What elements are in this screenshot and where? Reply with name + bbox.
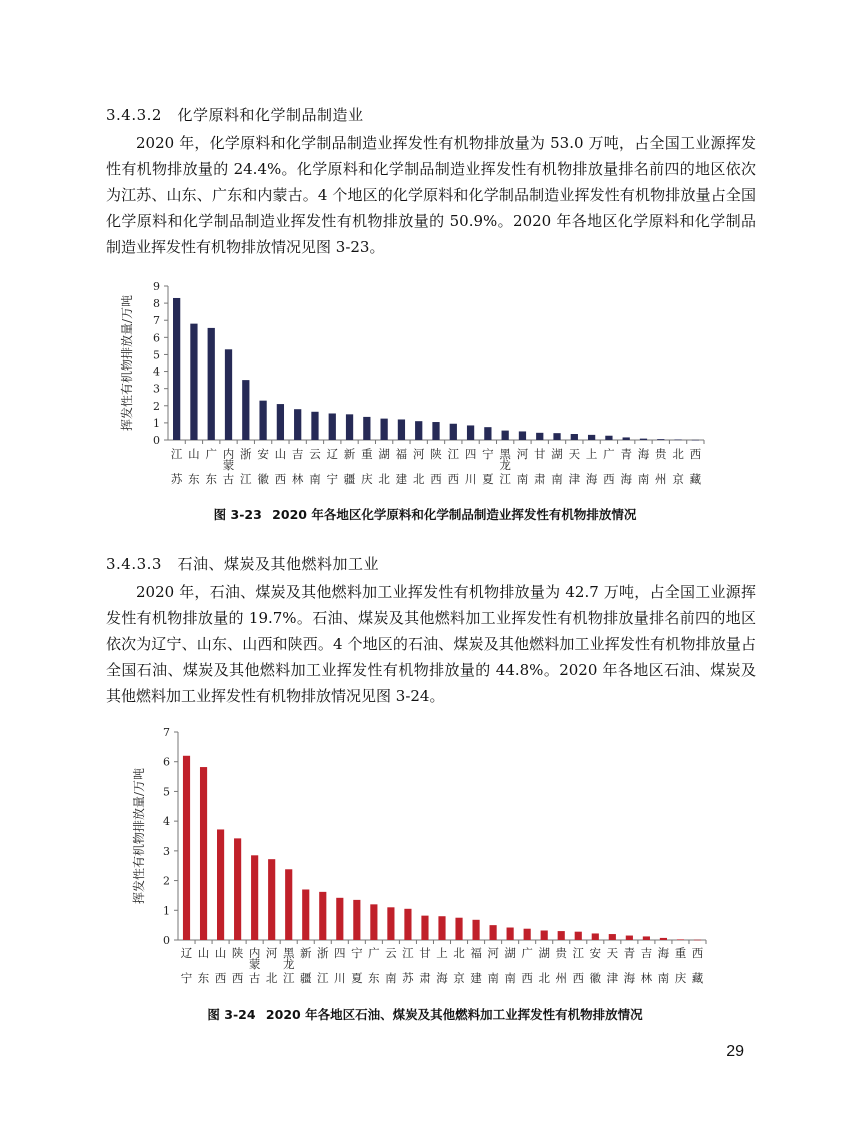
x-tick-label: 辽宁 <box>326 447 339 486</box>
x-tick-label: 新疆 <box>299 946 312 985</box>
x-tick-label: 四川 <box>334 946 346 985</box>
x-tick-label: 江苏 <box>402 946 414 985</box>
x-tick-label: 青海 <box>620 447 632 486</box>
bar-浙江 <box>319 892 326 940</box>
figure-number: 图 3-24 <box>207 1007 256 1022</box>
x-tick-label: 重庆 <box>361 447 373 486</box>
x-tick-label: 宁夏 <box>351 946 363 985</box>
y-tick-label: 7 <box>163 726 170 739</box>
x-tick-label: 河南 <box>487 946 499 985</box>
bar-安徽 <box>259 401 266 440</box>
bar-四川 <box>336 898 343 940</box>
x-tick-label: 青海 <box>623 946 636 985</box>
bar-浙江 <box>242 380 249 440</box>
x-tick-label: 西藏 <box>689 447 702 486</box>
y-tick-label: 2 <box>163 874 170 888</box>
y-tick-label: 6 <box>163 755 170 769</box>
y-tick-label: 0 <box>163 934 170 947</box>
bar-上海 <box>588 435 595 440</box>
bar-陕西 <box>432 422 439 440</box>
x-tick-label: 北京 <box>453 946 465 985</box>
x-tick-label: 天津 <box>606 946 619 985</box>
bar-河南 <box>490 925 497 940</box>
paragraph-text: 2020 年，化学原料和化学制品制造业挥发性有机物排放量为 53.0 万吨，占全国工业源挥发性有机物排放量的 24.4%。化学原料和化学制品制造业挥发性有机物排放量排名前四的地区依次为江苏、山东、广东和内蒙古。4 个地区的化学原料和化学制品制造业挥发性有机物排放量占全国化学原料和化学制品制造业挥发性有机物排放量的 50.9%。2020 年各地区化学原料和化学制品制造业挥发性有机物排放情况见图 3-23。 <box>106 134 756 256</box>
bar-广西 <box>524 929 531 940</box>
x-tick-label: 甘肃 <box>533 447 546 486</box>
bar-云南 <box>387 907 394 940</box>
bar-甘肃 <box>421 916 428 940</box>
bar-内蒙古 <box>251 855 258 940</box>
x-tick-label: 福建 <box>395 447 408 486</box>
x-tick-label: 湖南 <box>551 447 563 486</box>
y-tick-label: 4 <box>163 815 170 829</box>
bar-上海 <box>438 916 445 940</box>
bar-陕西 <box>234 838 241 940</box>
x-tick-label: 贵州 <box>655 447 667 486</box>
section-paragraph-petroleum <box>106 579 756 709</box>
y-tick-label: 1 <box>153 416 160 430</box>
section-heading-3-4-3-3: 3.4.3.3 石油、煤炭及其他燃料加工业 <box>106 555 379 573</box>
bar-西藏 <box>692 440 699 441</box>
bar-湖北 <box>541 930 548 940</box>
y-tick-label: 6 <box>153 331 160 345</box>
figure-caption-3-23 <box>0 505 850 523</box>
x-tick-label: 天津 <box>568 447 581 486</box>
x-tick-label: 内蒙古 <box>222 447 235 486</box>
y-tick-label: 0 <box>153 434 160 447</box>
bar-广西 <box>605 436 612 440</box>
x-tick-label: 福建 <box>470 946 482 985</box>
y-tick-label: 4 <box>153 365 160 379</box>
x-tick-label: 贵州 <box>555 946 567 985</box>
x-tick-label: 江西 <box>447 447 460 486</box>
bar-辽宁 <box>183 756 190 940</box>
x-tick-label: 安徽 <box>257 447 269 486</box>
bar-湖南 <box>553 433 560 440</box>
x-tick-label: 重庆 <box>674 946 687 985</box>
figure-number: 图 3-23 <box>213 507 262 522</box>
y-tick-label: 7 <box>153 314 160 328</box>
x-tick-label: 湖北 <box>538 946 550 985</box>
section-heading-3-4-3-2: 3.4.3.2 化学原料和化学制品制造业 <box>106 106 364 124</box>
x-tick-label: 河北 <box>265 946 278 985</box>
bar-宁夏 <box>353 900 360 940</box>
bar-新疆 <box>302 889 309 940</box>
x-tick-label: 广西 <box>603 447 615 486</box>
bar-宁夏 <box>484 427 491 440</box>
x-tick-label: 黑龙江 <box>499 447 511 486</box>
paragraph-text: 2020 年，石油、煤炭及其他燃料加工业挥发性有机物排放量为 42.7 万吨，占全国工业源挥发性有机物排放量的 19.7%。石油、煤炭及其他燃料加工业挥发性有机物排放量排名前四的地区依次为辽宁、山东、山西和陕西。4 个地区的石油、煤炭及其他燃料加工业挥发性有机物排放量占全国石油、煤炭及其他燃料加工业挥发性有机物排放量的 44.8%。2020 年各地区石油、煤炭及其他燃料加工业挥发性有机物排放情况见图 3-24。 <box>106 583 756 705</box>
bar-西藏 <box>694 940 701 941</box>
section-paragraph-chemical <box>106 130 756 260</box>
bar-新疆 <box>346 414 353 440</box>
x-tick-label: 广东 <box>205 447 217 486</box>
bar-山西 <box>217 829 224 940</box>
x-tick-label: 山东 <box>197 946 210 985</box>
x-tick-label: 广东 <box>368 946 380 985</box>
x-tick-label: 浙江 <box>240 447 252 486</box>
bar-福建 <box>472 920 479 940</box>
chart-chemical-emissions <box>0 278 850 498</box>
bar-广东 <box>208 328 215 440</box>
bar-河南 <box>519 431 526 440</box>
x-tick-label: 山西 <box>274 447 287 486</box>
bar-重庆 <box>677 939 684 940</box>
bar-北京 <box>674 439 681 440</box>
bar-江苏 <box>173 298 180 440</box>
x-tick-label: 海南 <box>657 946 670 985</box>
bar-海南 <box>640 439 647 440</box>
bar-内蒙古 <box>225 349 232 440</box>
bar-江苏 <box>404 909 411 940</box>
bar-吉林 <box>643 936 650 940</box>
figure-title: 2020 年各地区石油、煤炭及其他燃料加工业挥发性有机物排放情况 <box>265 1007 643 1022</box>
bar-重庆 <box>363 417 370 440</box>
bar-山东 <box>200 767 207 940</box>
x-tick-label: 西藏 <box>691 946 704 985</box>
bar-北京 <box>455 918 462 940</box>
x-tick-label: 吉林 <box>640 946 653 985</box>
x-tick-label: 云南 <box>309 447 321 486</box>
figure-caption-3-24 <box>0 1005 850 1023</box>
bar-海南 <box>660 938 667 940</box>
x-tick-label: 陕西 <box>231 946 244 985</box>
x-tick-label: 安徽 <box>589 946 602 985</box>
x-tick-label: 吉林 <box>291 447 304 486</box>
x-tick-label: 湖北 <box>378 447 390 486</box>
x-tick-label: 四川 <box>464 447 477 486</box>
x-tick-label: 广西 <box>521 946 533 985</box>
x-tick-label: 上海 <box>585 447 598 486</box>
bar-天津 <box>609 934 616 940</box>
bar-云南 <box>311 412 318 440</box>
bar-吉林 <box>294 409 301 440</box>
x-tick-label: 浙江 <box>317 946 329 985</box>
bar-四川 <box>467 425 474 440</box>
bar-青海 <box>623 437 630 440</box>
bar-天津 <box>571 434 578 440</box>
x-tick-label: 黑龙江 <box>282 946 295 985</box>
y-tick-label: 5 <box>163 785 170 799</box>
x-tick-label: 江苏 <box>170 447 183 486</box>
x-tick-label: 河南 <box>516 447 529 486</box>
bar-江西 <box>575 932 582 940</box>
bar-黑龙江 <box>285 869 292 940</box>
bar-黑龙江 <box>502 431 509 440</box>
x-tick-label: 陕西 <box>430 447 442 486</box>
x-tick-label: 海南 <box>637 447 650 486</box>
bar-江西 <box>450 424 457 440</box>
figure-title: 2020 年各地区化学原料和化学制品制造业挥发性有机物排放情况 <box>272 507 637 522</box>
page-number: 29 <box>726 1043 744 1060</box>
bar-河北 <box>415 421 422 440</box>
y-tick-label: 1 <box>163 904 170 918</box>
x-tick-label: 北京 <box>672 447 684 486</box>
x-tick-label: 新疆 <box>343 447 356 486</box>
chart-petroleum-emissions <box>0 722 850 992</box>
bar-安徽 <box>592 933 599 940</box>
x-tick-label: 云南 <box>385 946 397 985</box>
x-tick-label: 山东 <box>188 447 200 486</box>
bar-湖南 <box>507 928 514 940</box>
bar-广东 <box>370 904 377 940</box>
y-tick-label: 3 <box>163 844 170 858</box>
y-tick-label: 9 <box>153 280 160 293</box>
bar-贵州 <box>657 439 664 440</box>
x-tick-label: 河北 <box>412 447 425 486</box>
y-tick-label: 8 <box>153 297 160 311</box>
bar-甘肃 <box>536 433 543 440</box>
x-tick-label: 山西 <box>214 946 227 985</box>
bar-辽宁 <box>329 413 336 440</box>
bar-山西 <box>277 404 284 440</box>
x-tick-label: 甘肃 <box>419 946 431 985</box>
bar-贵州 <box>558 931 565 940</box>
y-tick-label: 5 <box>153 348 160 362</box>
y-tick-label: 2 <box>153 399 160 413</box>
x-tick-label: 江西 <box>572 946 585 985</box>
x-tick-label: 内蒙古 <box>248 946 261 985</box>
bar-山东 <box>190 324 197 440</box>
y-tick-label: 3 <box>153 382 160 396</box>
bar-福建 <box>398 419 405 440</box>
y-axis-label: 挥发性有机物排放量/万吨 <box>120 294 134 432</box>
bar-青海 <box>626 936 633 940</box>
x-tick-label: 上海 <box>436 946 448 985</box>
bar-河北 <box>268 859 275 940</box>
bar-湖北 <box>380 419 387 440</box>
y-axis-label: 挥发性有机物排放量/万吨 <box>132 767 146 905</box>
x-tick-label: 宁夏 <box>482 447 494 486</box>
x-tick-label: 湖南 <box>504 946 516 985</box>
x-tick-label: 辽宁 <box>180 946 193 985</box>
